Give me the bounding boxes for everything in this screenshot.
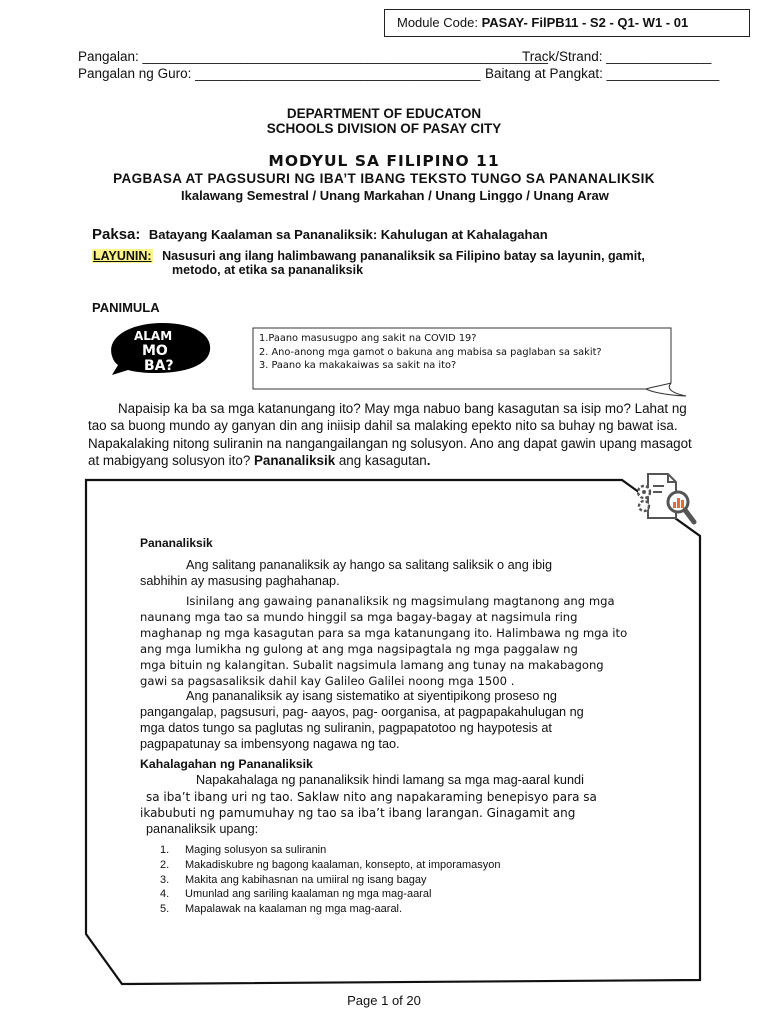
subject-title: PAGBASA AT PAGSUSURI NG IBA’T IBANG TEKSTO TUNGO SA PANANALIKSIK <box>113 171 655 186</box>
p4-line-1: Napakahalaga ng pananaliksik hindi lamang sa mga mag-aaral kundi <box>196 773 584 787</box>
department-title: DEPARTMENT OF EDUCATON <box>286 106 482 121</box>
list-text: Mapalawak na kaalaman ng mga mag-aaral. <box>185 903 403 916</box>
panimula-heading: PANIMULA <box>92 300 160 315</box>
p2-line-1: Isinilang ang gawaing pananaliksik ng magsimulang magtanong ang mga <box>186 594 615 608</box>
p3-line-1: Ang pananaliksik ay isang sistematiko at siyentipikong proseso ng <box>186 689 557 703</box>
intro-last-c: ang kasagutan <box>335 452 427 468</box>
paksa-value: Batayang Kaalaman sa Pananaliksik: Kahulugan at Kahalagahan <box>148 227 548 242</box>
p4-line-2: sa iba’t ibang uri ng tao. Saklaw nito ang napakaraming benepisyo para sa <box>146 790 597 804</box>
module-code-label: Module Code: <box>397 15 482 30</box>
list-text: Makita ang kabihasnan na umiiral ng isang bagay <box>185 873 427 886</box>
paksa-line <box>92 226 548 244</box>
layunin-line2: metodo, at etika sa pananaliksik <box>172 263 364 277</box>
intro-period: . <box>426 452 431 468</box>
p2-line-3: maghanap ng mga kasagutan para sa mga katanungang ito. Halimbawa ng mga ito <box>140 626 628 640</box>
p2-line-5: mga bituin ng kalangitan. Subalit nagsimula lamang ang tunay na makabagong <box>140 658 604 672</box>
questions-card <box>252 327 672 389</box>
p2-line-2: naunang mga tao sa mundo hinggil sa mga bagay-bagay at nagsimula ring <box>140 610 578 624</box>
layunin-line1: Nasusuri ang ilang halimbawang pananaliksik sa Filipino batay sa layunin, gamit, <box>162 249 645 263</box>
p4-line-4: pananaliksik upang: <box>146 822 259 836</box>
baitang-pangkat-field: Baitang at Pangkat: _______________ <box>485 66 720 81</box>
intro-last-a: at mabigyang solusyon ito? <box>88 452 254 468</box>
list-text: Umunlad ang sariling kaalaman ng mga mag-aaral <box>185 888 432 901</box>
intro-keyword: Pananaliksik <box>254 452 336 468</box>
list-text: Makadiskubre ng bagong kaalaman, konsepto, at imporamasyon <box>185 858 501 871</box>
kahalagahan-list <box>160 843 501 917</box>
list-item <box>160 887 501 902</box>
p2-line-6: gawi sa pagsasaliksik dahil kay Galileo Galilei noong mga 1500 . <box>140 674 515 688</box>
intro-line-2: tao sa buong mundo ay ganyan din ang iniisip dahil sa malaking epekto nito sa buhay ng bawat isa. <box>88 418 678 434</box>
guro-field: Pangalan ng Guro: ______________________________________ <box>78 66 481 81</box>
track-strand-field: Track/Strand: ______________ <box>522 49 712 64</box>
layunin-label: LAYUNIN: <box>93 249 152 263</box>
layunin-block <box>92 249 712 277</box>
p4-line-3: ikabubuti ng pamumuhay ng tao sa iba’t ibang larangan. Ginagamit ang <box>140 806 576 820</box>
paksa-label: Paksa: <box>92 226 141 243</box>
p1-line-2: sabhihin ay masusing paghahanap. <box>140 574 340 588</box>
document-search-gear-icon <box>634 470 702 528</box>
badge-word-2: MO <box>142 343 168 359</box>
p3-line-3: mga datos tungo sa paglutas ng suliranin, pagpapatotoo ng haypotesis at <box>140 721 552 735</box>
list-text: Maging solusyon sa suliranin <box>185 844 327 856</box>
pangalan-field: Pangalan: ______________________________________________________ <box>78 49 548 64</box>
p2-line-4: ang mga lumikha ng gulong at ang mga nagsipagtala ng mga paggalaw ng <box>140 642 578 656</box>
p1-line-1: Ang salitang pananaliksik ay hango sa salitang saliksik o ang ibig <box>186 558 553 572</box>
list-number: 5. <box>160 903 170 916</box>
list-number: 2. <box>160 858 170 871</box>
question-1: 1.Paano masusugpo ang sakit na COVID 19? <box>259 333 477 344</box>
list-number: 4. <box>160 888 170 901</box>
module-code-box <box>384 9 750 37</box>
question-2: 2. Ano-anong mga gamot o bakuna ang mabisa sa paglaban sa sakit? <box>259 346 602 358</box>
list-number: 3. <box>160 873 170 886</box>
intro-line-4 <box>88 452 708 469</box>
division-title: SCHOOLS DIVISION OF PASAY CITY <box>266 121 502 136</box>
intro-line-1: Napaisip ka ba sa mga katanungang ito? May mga nabuo bang kasagutan sa isip mo? Lahat ng <box>118 401 687 416</box>
list-number: 1. <box>160 844 170 856</box>
list-item <box>160 902 501 917</box>
pananaliksik-heading: Pananaliksik <box>140 536 213 550</box>
modyul-title: MODYUL SA FILIPINO 11 <box>268 152 500 170</box>
list-item <box>160 843 501 858</box>
list-item <box>160 858 501 873</box>
badge-word-1: ALAM <box>134 329 173 343</box>
module-code-value: PASAY- FilPB11 - S2 - Q1- W1 - 01 <box>481 15 689 30</box>
p3-line-4: pagpapatunay sa imbensyong nagawa ng tao. <box>140 737 400 751</box>
question-3: 3. Paano ka makakaiwas sa sakit na ito? <box>259 360 457 371</box>
intro-line-3: Napakalaking nitong suliranin na nangangailangan ng solusyon. Ano ang dapat gawin upang masagot <box>88 435 692 451</box>
alam-mo-ba-badge <box>104 320 214 376</box>
p3-line-2: pangangalap, pagsusuri, pag- aayos, pag- oorganisa, at pagpapakahulugan ng <box>140 705 584 719</box>
badge-word-3: BA? <box>144 358 174 374</box>
list-item <box>160 873 501 888</box>
schedule-line: Ikalawang Semestral / Unang Markahan / Unang Linggo / Unang Araw <box>181 188 609 203</box>
page-number: Page 1 of 20 <box>347 993 421 1008</box>
intro-paragraph <box>88 400 708 469</box>
kahalagahan-heading: Kahalagahan ng Pananaliksik <box>140 757 313 771</box>
